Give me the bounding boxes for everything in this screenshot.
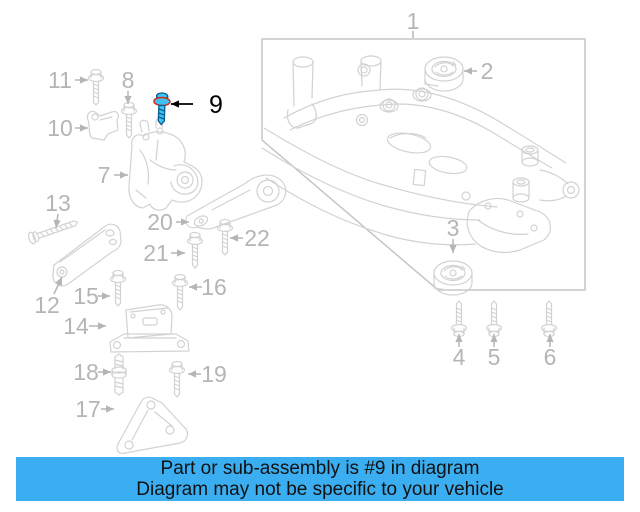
part-number-label: 3 — [446, 215, 460, 241]
part-10-bracket-drawing — [87, 111, 118, 140]
part-4-bolt-drawing — [452, 301, 467, 337]
part-number-label: 18 — [73, 359, 99, 385]
part-1-subframe-drawing — [262, 56, 579, 252]
callout-7 — [98, 162, 128, 188]
callout-2 — [464, 58, 493, 84]
callout-9 — [171, 91, 223, 119]
callout-1 — [407, 8, 420, 38]
part-number-label: 21 — [143, 240, 169, 266]
part-8-bolt-drawing — [122, 103, 137, 139]
part-21-bolt-drawing — [188, 233, 203, 269]
part-number-label: 19 — [201, 361, 227, 387]
callout-arrowhead — [189, 283, 197, 290]
callout-arrowhead — [464, 67, 472, 74]
callout-16 — [189, 274, 227, 300]
callout-4 — [453, 334, 466, 370]
part-17-bracket-drawing — [117, 397, 188, 453]
callout-20 — [147, 209, 189, 235]
part-11-bolt-drawing — [89, 70, 104, 106]
callout-21 — [143, 240, 185, 266]
callout-arrowhead — [449, 245, 456, 253]
callout-17 — [75, 396, 114, 422]
callout-arrowhead — [546, 334, 553, 342]
part-number-label: 22 — [244, 225, 270, 251]
part-6-bolt-drawing — [542, 301, 557, 337]
part-5-bolt-drawing — [487, 301, 502, 337]
callout-arrowhead — [120, 171, 128, 178]
callout-arrowhead — [98, 322, 106, 329]
callout-arrowhead — [455, 334, 462, 342]
part-number-label: 5 — [487, 344, 501, 370]
part-19-bolt-drawing — [170, 362, 185, 398]
part-number-label: 11 — [48, 67, 72, 93]
part-number-label: 16 — [201, 274, 227, 300]
callout-12 — [34, 275, 65, 318]
part-20-torque-strut-drawing — [186, 175, 286, 229]
callout-19 — [188, 361, 227, 387]
notice-line-1: Part or sub-assembly is #9 in diagram — [160, 458, 480, 479]
callout-arrowhead — [171, 100, 179, 107]
callout-arrowhead — [103, 368, 111, 375]
callout-15 — [73, 283, 110, 309]
notice-line-2: Diagram may not be specific to your vehicle — [136, 479, 504, 500]
callout-arrowhead — [181, 218, 189, 225]
callout-arrowhead — [230, 234, 238, 241]
part-number-label: 1 — [406, 8, 420, 34]
part-number-label: 4 — [452, 344, 466, 370]
part-number-label: 15 — [73, 283, 99, 309]
part-number-label: 10 — [47, 115, 73, 141]
callout-8 — [122, 67, 135, 104]
callout-arrowhead — [490, 334, 497, 342]
callout-arrowhead — [177, 249, 185, 256]
part-number-label: 7 — [97, 162, 111, 188]
callout-layer — [34, 8, 556, 422]
notice-banner — [16, 457, 624, 501]
part-13-bolt-drawing — [27, 217, 79, 245]
part-number-label: 9 — [209, 91, 223, 119]
part-12-bracket-drawing — [53, 224, 121, 286]
part-15-bolt-drawing — [111, 271, 126, 307]
callout-3 — [447, 215, 460, 253]
callout-6 — [544, 334, 557, 370]
callout-14 — [63, 313, 106, 339]
callout-arrowhead — [106, 405, 114, 412]
part-number-label: 6 — [543, 344, 557, 370]
part-number-label: 14 — [63, 313, 89, 339]
callout-5 — [488, 334, 501, 370]
callout-10 — [47, 115, 88, 141]
callout-11 — [48, 67, 88, 93]
part-7-engine-mount-drawing — [129, 118, 202, 210]
part-number-label: 12 — [34, 292, 60, 318]
part-2-mount-bushing-drawing — [425, 57, 463, 91]
callout-arrowhead — [102, 292, 110, 299]
part-number-label: 2 — [480, 58, 494, 84]
part-14-transmission-mount-drawing — [110, 305, 189, 352]
callout-18 — [73, 359, 111, 385]
part-number-label: 8 — [121, 67, 135, 93]
callout-22 — [230, 225, 270, 251]
part-number-label: 17 — [75, 396, 101, 422]
callout-arrowhead — [80, 124, 88, 131]
part-number-label: 20 — [147, 209, 173, 235]
part-18-stud-drawing — [112, 354, 126, 395]
callout-arrowhead — [188, 370, 196, 377]
part-number-label: 13 — [45, 190, 71, 216]
callout-arrowhead — [80, 76, 88, 83]
part-16-bolt-drawing — [173, 275, 188, 311]
